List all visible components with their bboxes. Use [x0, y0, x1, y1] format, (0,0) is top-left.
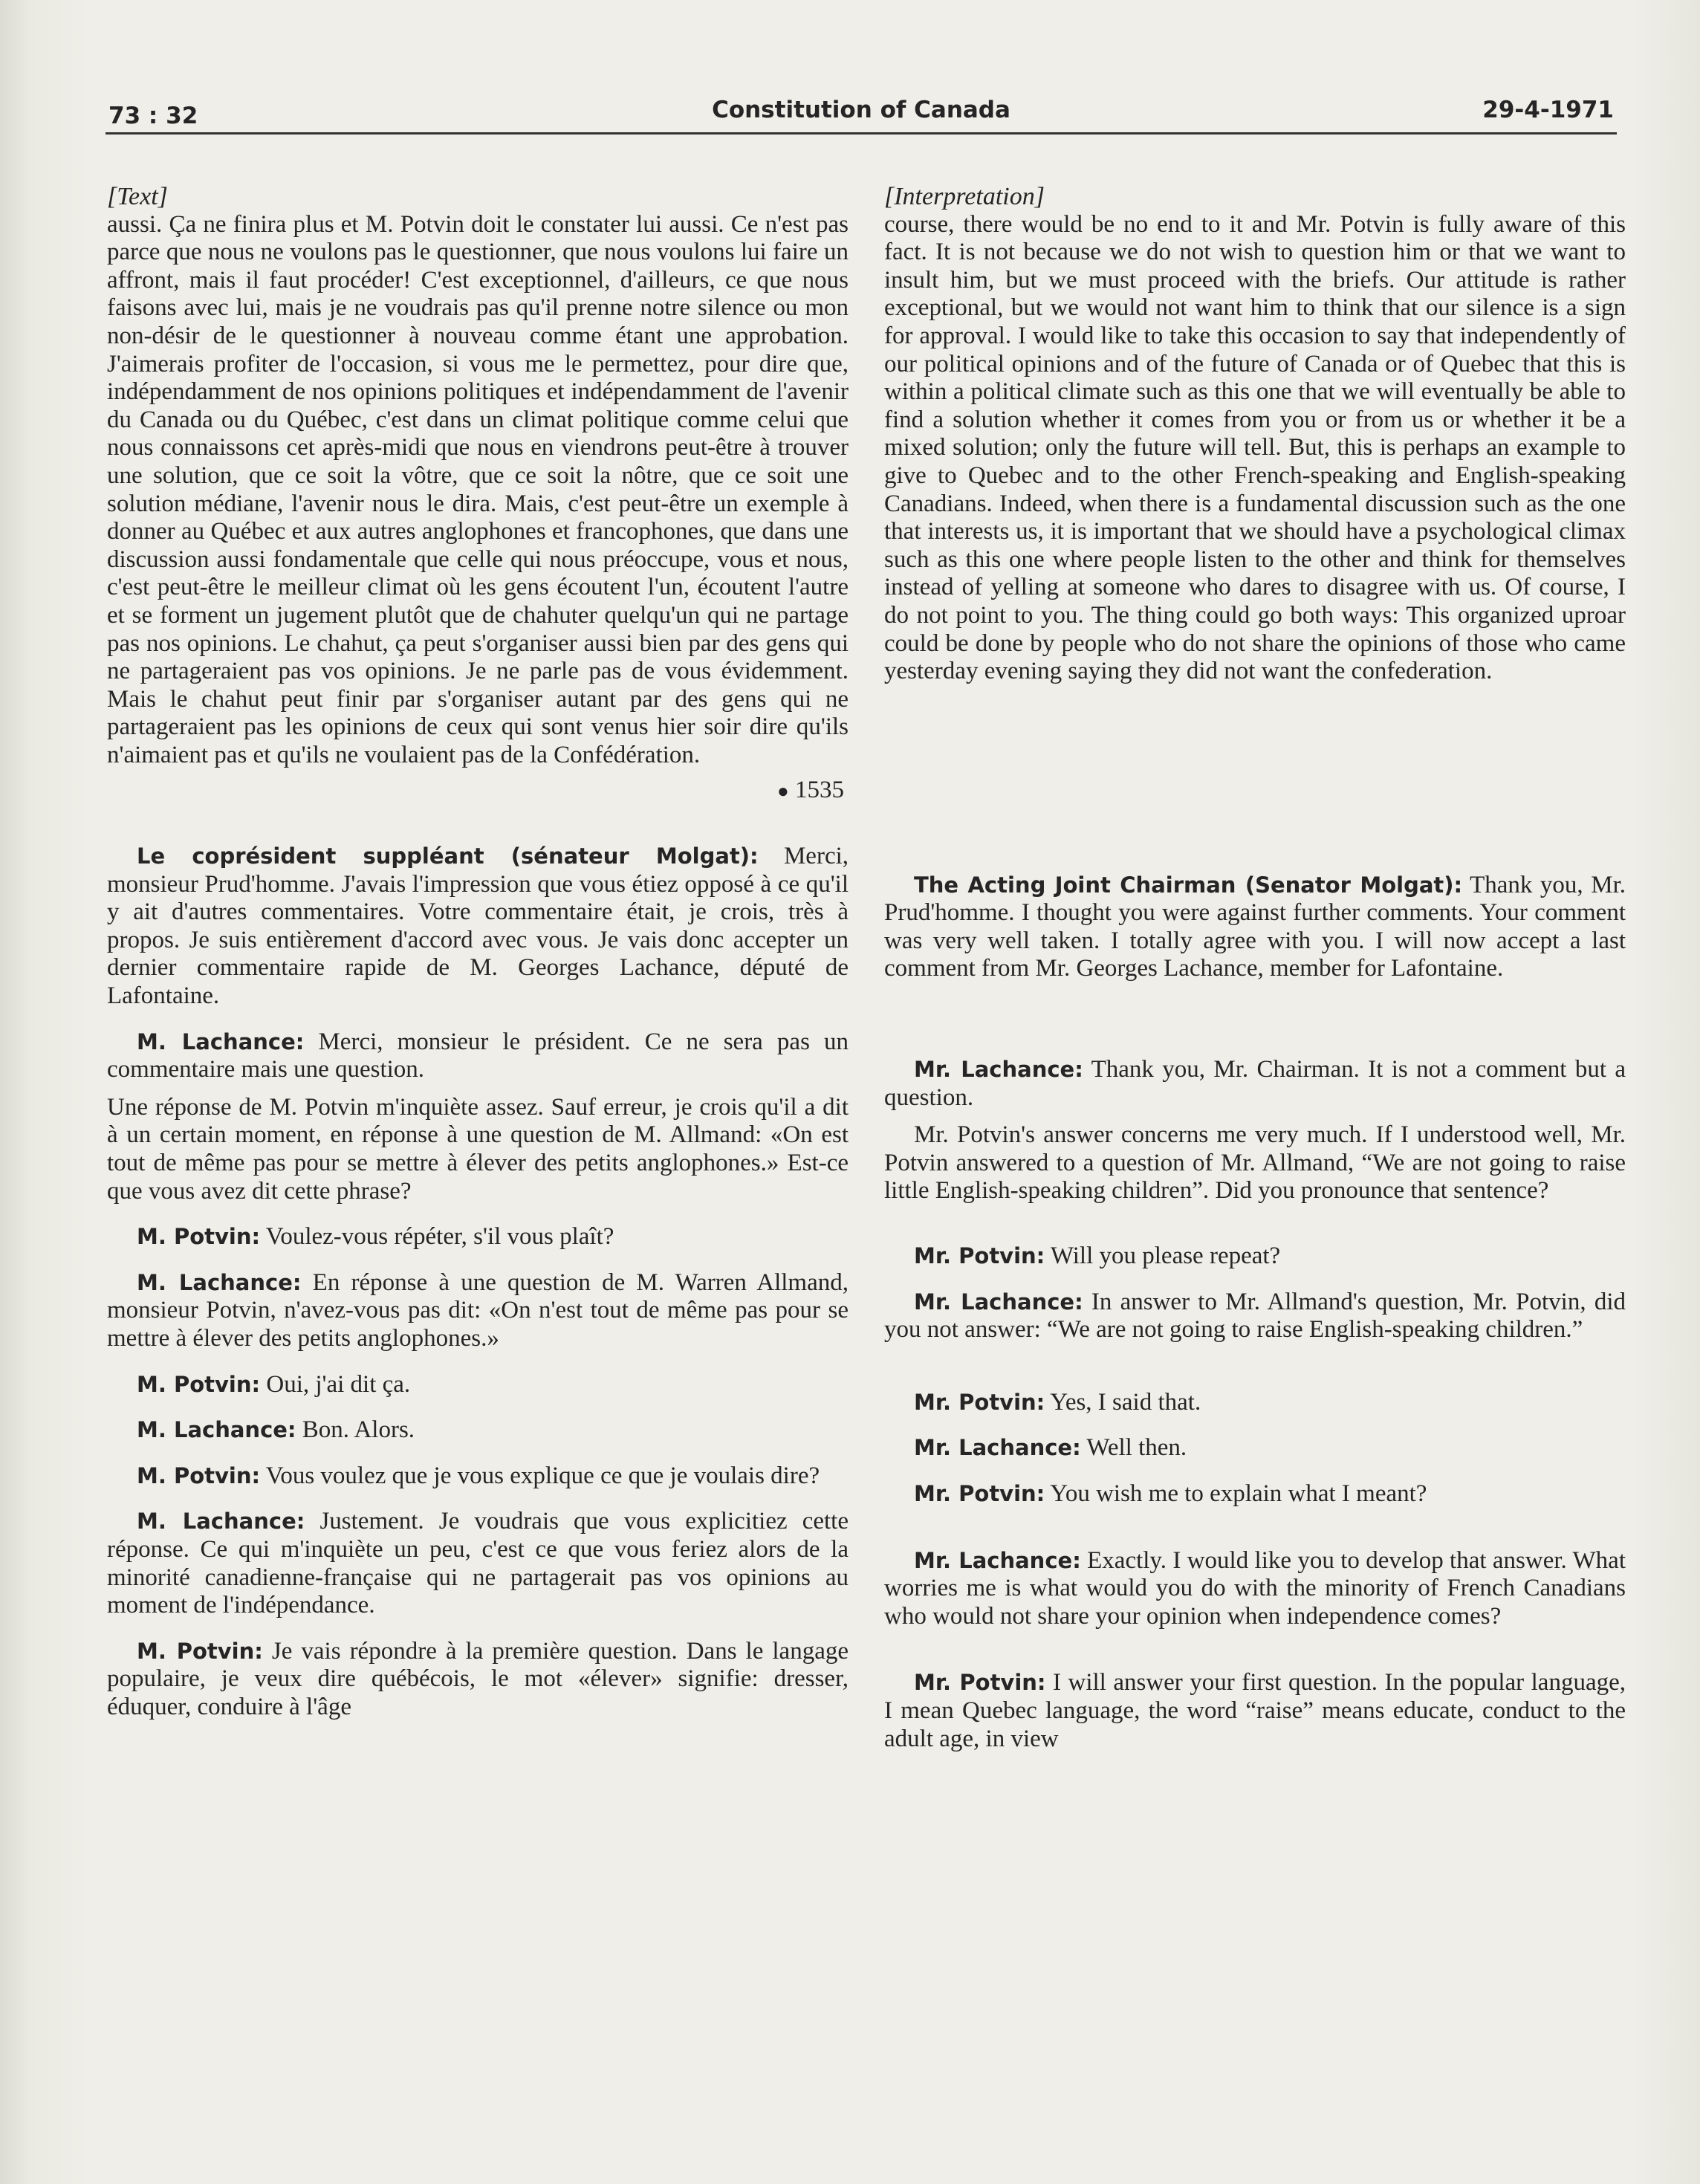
speech-text: Thank you, Mr. Prud'homme. I thought you were against further comments. Your comment was very well taken. I totally agree with you. I will now accept a last comment from Mr. Georges Lachance, member for Lafontaine.	[884, 871, 1626, 982]
speech-continuation: Mr. Potvin's answer concerns me very much. If I understood well, Mr. Potvin answered to a question of Mr. Allmand, “We are not going to raise little English-speaking children”. Did you pronounce that sentence?	[884, 1121, 1626, 1205]
speech-text: You wish me to explain what I meant?	[1045, 1480, 1427, 1507]
speech	[107, 1508, 849, 1619]
speaker-name: M. Lachance:	[137, 1509, 305, 1535]
speech	[884, 1242, 1626, 1271]
speaker-name: Mr. Potvin:	[914, 1670, 1046, 1696]
speech-text: Bon. Alors.	[296, 1416, 415, 1444]
speech-text: Exactly. I would like you to develop that answer. What worries me is what would you do with the minority of French Canadians who would not share your opinion when independence comes?	[884, 1546, 1626, 1630]
speech-text: Voulez-vous répéter, s'il vous plaît?	[260, 1223, 614, 1251]
speech	[884, 1056, 1626, 1112]
speaker-name: Mr. Potvin:	[914, 1481, 1045, 1506]
speech	[107, 843, 849, 1011]
speaker-name: M. Potvin:	[137, 1462, 261, 1488]
speech	[884, 1547, 1626, 1631]
speech	[884, 872, 1626, 983]
speaker-name: Mr. Potvin:	[914, 1243, 1045, 1269]
french-column	[107, 183, 849, 1722]
speech	[107, 1462, 849, 1491]
speaker-name: Mr. Lachance:	[914, 1547, 1081, 1573]
paragraph: aussi. Ça ne finira plus et M. Potvin doit le constater lui aussi. Ce n'est pas parce que nous ne voulons pas le questionner, que nous voulons lui faire un affront, mais il faut procéder! C'est exceptionnel, d'ailleurs, ce que nous faisons avec lui, mais je ne voudrais pas qu'il prenne notre silence ou mon non-désir de le questionner à nouveau comme étant une approbation. J'aimerais profiter de l'occasion, si vous me le permettez, pour dire que, indépendamment de nos opinions politiques et indépendamment de l'avenir du Canada ou du Québec, c'est dans un climat politique comme celui que nous connaissons cet après-midi que nous en viendrons peut-être à trouver une solution, que ce soit la vôtre, que ce soit la nôtre, que ce soit une solution médiane, l'avenir nous le dira. Mais, c'est peut-être un exemple à donner au Québec et aux autres anglophones et francophones, que dans une discussion aussi fondamentale que celle qui nous préoccupe, vous et nous, c'est peut-être le meilleur climat où les gens écoutent l'un, écoutent l'autre et se forment un jugement plutôt que de chahuter quelqu'un qui ne partage pas nos opinions. Le chahut, ça peut s'organiser aussi bien par des gens qui ne partageraient pas vos opinions. Je ne parle pas de vous évidemment. Mais le chahut peut finir par s'organiser autant par des gens qui ne partageraient pas les opinions de ceux qui sont venus hier soir dire qu'ils n'aimaient pas et qu'ils ne voulaient pas de la Confédération.	[107, 210, 849, 768]
time-marker	[107, 777, 849, 806]
paragraph: course, there would be no end to it and Mr. Potvin is fully aware of this fact. It is not because we do not wish to question him or that we want to insult him, but we must proceed with the briefs. Our attitude is rather exceptional, but we would not want him to think that our silence is a sign for approval. I would like to take this occasion to say that independently of our political opinions and of the future of Canada or of Quebec that this is within a political climate such as this one that we will eventually be able to find a solution whether it comes from you or from us or whether it be a mixed solution; only the future will tell. But, this is perhaps an example to give to Quebec and to the other French-speaking and English-speaking Canadians. Indeed, when there is a fundamental discussion such as the one that interests us, it is important that we should have a psychological climax such as this one where people listen to the other and think for themselves instead of yelling at someone who dares to disagree with us. Of course, I do not point to you. The thing could go both ways: This organized uproar could be done by people who do not share the opinions of those who came yesterday evening saying they did not want the confederation.	[884, 210, 1626, 685]
page-date: 29-4-1971	[1482, 97, 1614, 123]
speaker-name: Mr. Lachance:	[914, 1289, 1083, 1315]
speech	[107, 1223, 849, 1251]
speaker-name: The Acting Joint Chairman (Senator Molgat):	[914, 872, 1463, 898]
speech-text: Well then.	[1080, 1434, 1187, 1462]
speech-text: Je vais répondre à la première question. Dans le langage populaire, je veux dire québécois, le mot «élever» signifie: dresser, éduquer, conduire à l'âge	[107, 1637, 849, 1720]
speech	[884, 1434, 1626, 1462]
speech	[884, 1389, 1626, 1417]
running-title: Constitution of Canada	[712, 97, 1010, 123]
speaker-name: M. Potvin:	[137, 1638, 263, 1664]
speech	[107, 1638, 849, 1722]
column-label: [Interpretation]	[884, 183, 1045, 210]
speaker-name: M. Potvin:	[137, 1224, 261, 1250]
speech-text: Merci, monsieur le président. Ce ne sera pas un commentaire mais une question.	[107, 1028, 849, 1083]
speech-continuation: Une réponse de M. Potvin m'inquiète assez. Sauf erreur, je crois qu'il a dit à un certain moment, en réponse à une question de M. Allmand: «On est tout de même pas pour se mettre à élever des petits anglophones.» Est-ce que vous avez dit cette phrase?	[107, 1093, 849, 1205]
page-header	[106, 95, 1617, 135]
time-marker-text: 1535	[795, 777, 844, 804]
speech-text: Thank you, Mr. Chairman. It is not a comment but a question.	[884, 1056, 1626, 1111]
speech-text: In answer to Mr. Allmand's question, Mr. Potvin, did you not answer: “We are not going to raise English-speaking children.”	[884, 1288, 1626, 1344]
speech	[107, 1269, 849, 1353]
column-label: [Text]	[107, 183, 168, 210]
speaker-name: M. Lachance:	[137, 1028, 305, 1054]
speech-text: En réponse à une question de M. Warren Allmand, monsieur Potvin, n'avez-vous pas dit: «On n'est tout de même pas pour se mettre à élever des petits anglophones.»	[107, 1268, 849, 1352]
speaker-name: M. Lachance:	[137, 1269, 302, 1295]
english-column	[884, 183, 1626, 1753]
speech-text: Yes, I said that.	[1045, 1388, 1201, 1416]
speaker-name: M. Lachance:	[137, 1417, 296, 1443]
speech	[107, 1028, 849, 1084]
speech-text: Vous voulez que je vous explique ce que je voulais dire?	[260, 1462, 820, 1489]
speaker-name: Mr. Lachance:	[914, 1057, 1083, 1083]
speech	[107, 1416, 849, 1445]
speaker-name: Mr. Lachance:	[914, 1435, 1081, 1461]
speech-text: Merci, monsieur Prud'homme. J'avais l'impression que vous étiez opposé à ce qu'il y ait d'autres commentaires. Votre commentaire était, je crois, très à propos. Je suis entièrement d'accord avec vous. Je vais donc accepter un dernier commentaire rapide de M. Georges Lachance, député de Lafontaine.	[107, 843, 849, 1010]
speech	[107, 1371, 849, 1399]
page-number: 73 : 32	[108, 103, 198, 129]
speaker-name: M. Potvin:	[137, 1371, 261, 1397]
speech-text: Oui, j'ai dit ça.	[260, 1370, 411, 1398]
speaker-name: Le coprésident suppléant (sénateur Molgat):	[137, 843, 759, 869]
speech	[884, 1480, 1626, 1509]
speech	[884, 1669, 1626, 1753]
bullet-icon: ●	[777, 780, 789, 803]
speech-text: I will answer your first question. In the popular language, I mean Quebec language, the word “raise” means educate, conduct to the adult age, in view	[884, 1669, 1626, 1752]
speech	[884, 1289, 1626, 1344]
speech-text: Justement. Je voudrais que vous explicitiez cette réponse. Ce qui m'inquiète un peu, c'est ce que vous feriez alors de la minorité canadienne-française qui ne partagerait pas vos opinions au moment de l'indépendance.	[107, 1508, 849, 1619]
speech-text: Will you please repeat?	[1045, 1242, 1281, 1270]
speaker-name: Mr. Potvin:	[914, 1389, 1045, 1415]
